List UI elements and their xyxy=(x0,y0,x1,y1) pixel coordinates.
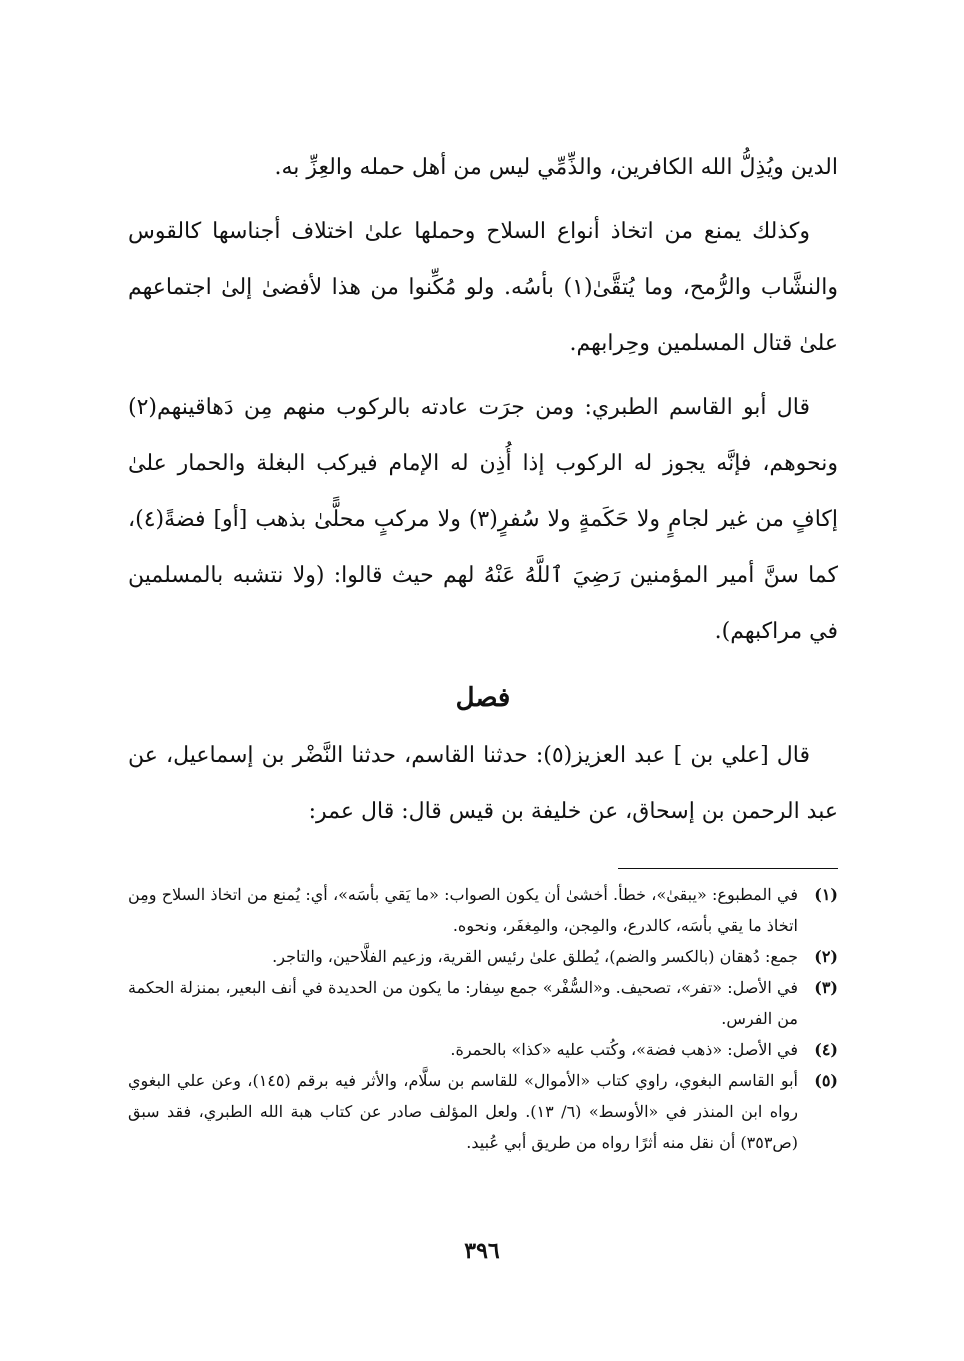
body-paragraph-3: قال أبو القاسم الطبري: ومن جرَت عادته بالركوب منهم مِن دَهاقينهم(٢) ونحوهم، فإنَّه يجوز له الركوب إذا أُذِن له الإمام فيركب البغلة والحمار علىٰ إكافٍ من غير لجامٍ ولا حَكَمةٍ ولا سُفرٍ(٣) ولا مركبٍ محلًّىٰ بذهب [أو] فضةً(٤)، كما سنَّ أمير المؤمنين رَضِيَ ٱللَّهُ عَنْهُ لهم حيث قالوا: (ولا نتشبه بالمسلمين في مراكبهم). xyxy=(128,395,838,644)
footnote-text: في الأصل: «تفر»، تصحيف. و«السُّفْر» جمع سِفار: ما يكون من الحديدة في أنف البعير، بمنزلة الحكمة من الفرس. xyxy=(128,978,798,1028)
page-number: ٣٩٦ xyxy=(464,1238,500,1264)
footnote-5 xyxy=(128,1065,838,1158)
footnote-2 xyxy=(128,941,838,972)
footnote-number: (٢) xyxy=(814,947,838,966)
body-paragraph-1: الدين ويُذِلُّ الله الكافرين، والذِّمِّي ليس من أهل حمله والعِزِّ به. xyxy=(274,155,838,180)
footnote-number: (٤) xyxy=(814,1040,838,1059)
section-paragraph: قال [علي بن ] عبد العزيز(٥): حدثنا القاسم، حدثنا النَّضْر بن إسماعيل، عن عبد الرحمن بن إسحاق، عن خليفة بن قيس قال: قال عمر: xyxy=(128,743,838,824)
footnote-text: جمع: دُهقان (بالكسر والضم)، يُطلق علىٰ رئيس القرية، وزعيم الفلَّاحين، والتاجر. xyxy=(272,947,798,966)
section-heading: فصل xyxy=(455,683,511,713)
footnote-1 xyxy=(128,879,838,941)
footnote-text: في الأصل: «ذهب فضة»، وكُتب عليه «كذا» بالحمرة. xyxy=(450,1040,798,1059)
footnotes xyxy=(128,879,838,1158)
footnote-3 xyxy=(128,972,838,1034)
footnote-divider xyxy=(618,868,838,869)
footnote-4 xyxy=(128,1034,838,1065)
body-paragraph-2: وكذلك يمنع من اتخاذ أنواع السلاح وحملها علىٰ اختلاف أجناسها كالقوس والنشَّاب والرُّمح، وما يُتقَّىٰ(١) بأسُه. ولو مُكِّنوا من هذا لأفضىٰ إلىٰ اجتماعهم علىٰ قتال المسلمين وحِرابهم. xyxy=(128,219,838,356)
footnote-text: في المطبوع: «يبقىٰ»، خطأ. أخشىٰ أن يكون الصواب: «ما يَقي بأسَه»، أي: يُمنع من اتخاذ السلاح ومِن اتخاذ ما يقي بأسَه، كالدرع، والمِجن، والمِغفَر، ونحوه. xyxy=(128,885,798,935)
footnote-number: (٣) xyxy=(814,978,838,997)
page-body xyxy=(128,140,838,1158)
footnote-number: (١) xyxy=(814,885,838,904)
footnote-number: (٥) xyxy=(814,1071,838,1090)
footnote-text: أبو القاسم البغوي، راوي كتاب «الأموال» للقاسم بن سلَّام، والأثر فيه برقم (١٤٥)، وعن علي البغوي رواه ابن المنذر في «الأوسط» (٦/ ١٣). ولعل المؤلف صادر عن كتاب هبة الله الطبري، فقد سبق (ص٣٥٣) أن نقل منه أثرًا رواه من طريق أبي عُبيد. xyxy=(128,1071,798,1152)
